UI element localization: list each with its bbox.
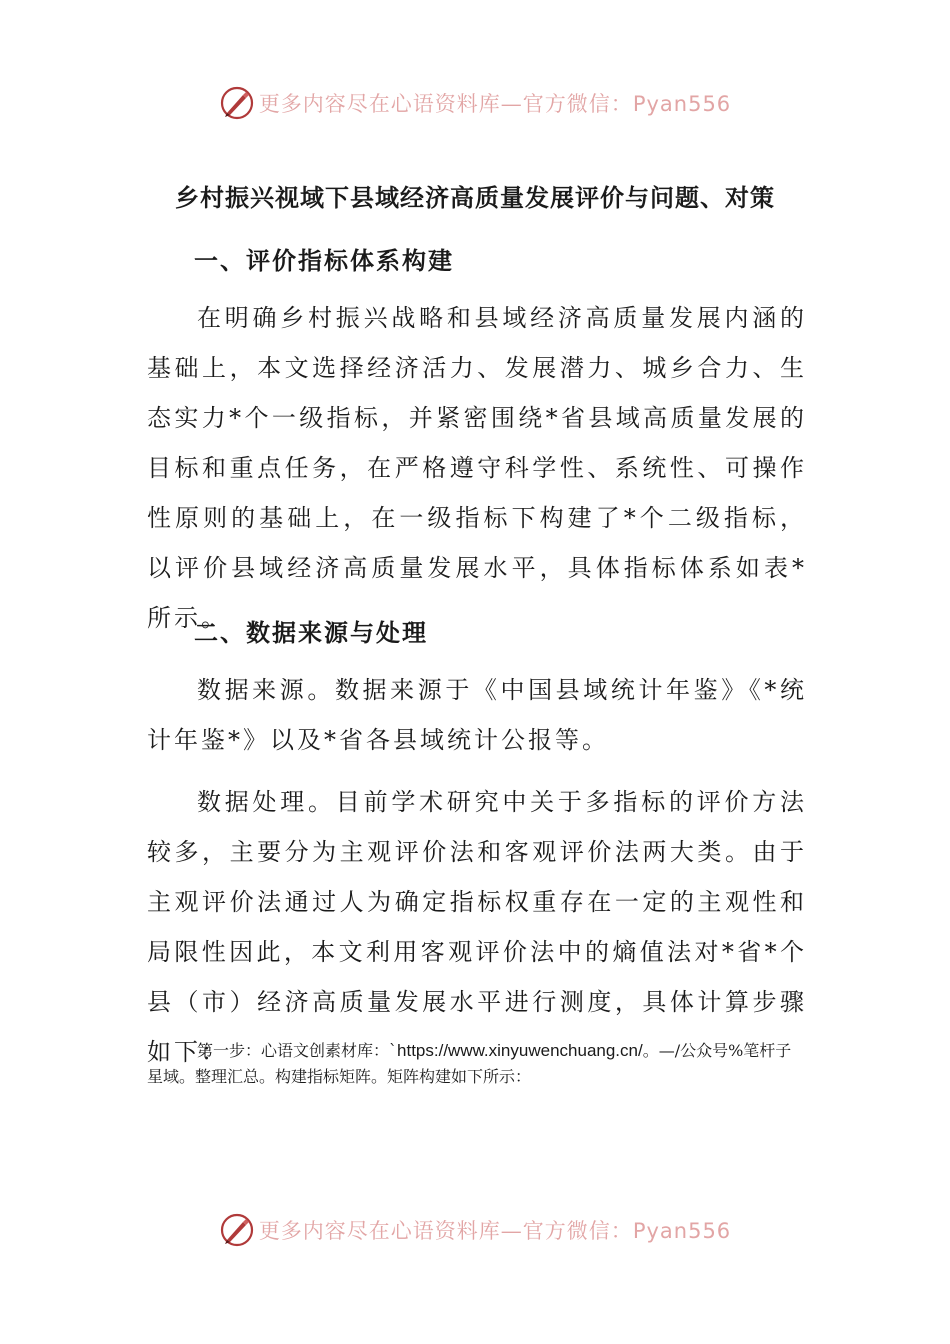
banner-text: 更多内容尽在心语资料库—官方微信：Pyan556 [258,1219,732,1243]
data-processing-paragraph: 数据处理。目前学术研究中关于多指标的评价方法较多，主要分为主观评价法和客观评价法两大类。由于主观评价法通过人为确定指标权重存在一定的主观性和局限性因此，本文利用客观评价法中的熵值法对*省*个县（市）经济高质量发展水平进行测度，具体计算步骤如下： [147,788,807,1066]
banner-text: 更多内容尽在心语资料库—官方微信：Pyan556 [258,92,732,116]
footer-banner [0,1210,950,1250]
step1-paragraph: 第一步：心语文创素材库：`https://www.xinyuwenchuang.cn/。—/公众号%笔杆子星域。整理汇总。构建指标矩阵。矩阵构建如下所示： [147,1041,792,1086]
data-source-paragraph: 数据来源。数据来源于《中国县域统计年鉴》《*统计年鉴*》以及*省各县域统计公报等。 [147,676,807,754]
step1-url: https://www.xinyuwenchuang.cn/ [397,1041,643,1060]
pen-logo-icon [219,1212,255,1248]
header-banner [0,83,950,123]
document-title: 乡村振兴视域下县域经济高质量发展评价与问题、对策 [175,183,775,212]
pen-logo-icon [219,85,255,121]
section1-heading: 一、评价指标体系构建 [194,246,454,275]
section2-heading: 二、数据来源与处理 [194,618,428,647]
section1-paragraph: 在明确乡村振兴战略和县域经济高质量发展内涵的基础上，本文选择经济活力、发展潜力、城乡合力、生态实力*个一级指标，并紧密围绕*省县域高质量发展的目标和重点任务，在严格遵守科学性、系统性、可操作性原则的基础上，在一级指标下构建了*个二级指标，以评价县域经济高质量发展水平，具体指标体系如表*所示。 [147,304,807,632]
